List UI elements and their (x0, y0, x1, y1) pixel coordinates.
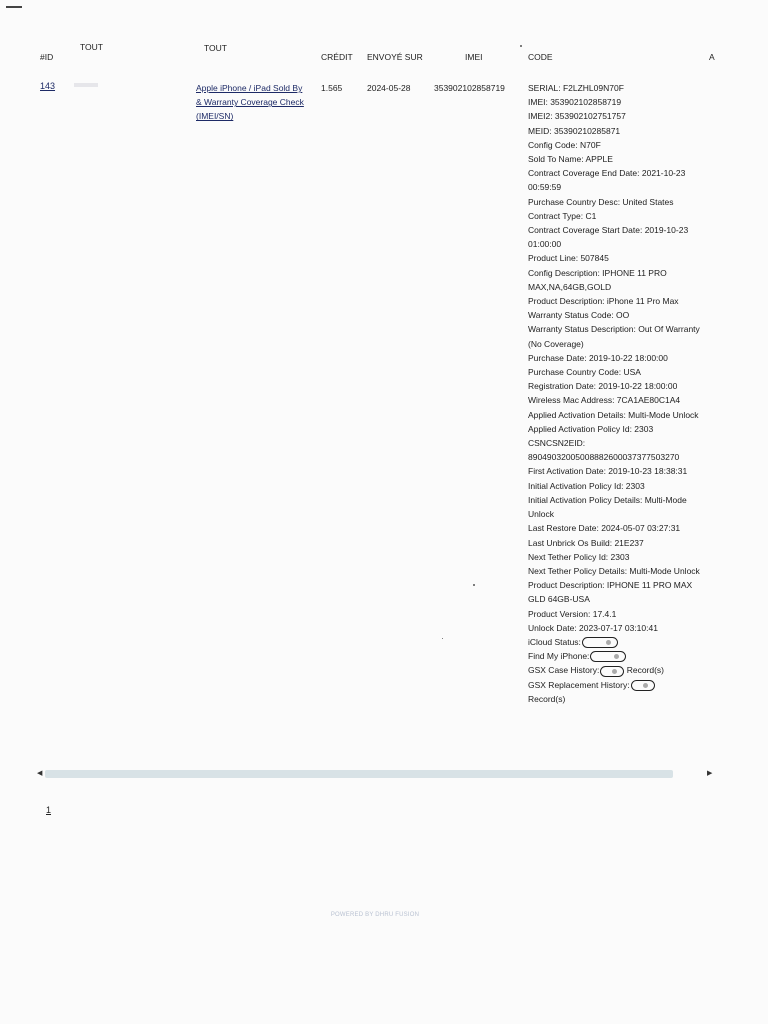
stray-dot (442, 638, 443, 639)
scan-mark (6, 6, 22, 8)
code-line: CSNCSN2EID: (528, 438, 586, 449)
gsx-replacement-history-label: GSX Replacement History: (528, 679, 630, 690)
code-line: Initial Activation Policy Details: Multi-Mode Unlock (528, 494, 687, 520)
gsx-replacement-history-toggle[interactable] (631, 680, 655, 691)
header-credit[interactable]: CRÉDIT (321, 52, 353, 62)
pagination (46, 805, 51, 815)
code-line: Sold To Name: APPLE (528, 154, 613, 165)
code-result (528, 81, 703, 706)
imei-value: 353902102858719 (434, 83, 505, 93)
code-line: Product Description: iPhone 11 Pro Max (528, 296, 679, 307)
header-id[interactable]: #ID (40, 52, 54, 62)
scroll-right-icon[interactable]: ▶ (707, 770, 713, 777)
code-line: Purchase Date: 2019-10-22 18:00:00 (528, 352, 668, 363)
code-line: MEID: 35390210285871 (528, 125, 621, 136)
stray-dot (473, 584, 475, 586)
code-line: 89049032005008882600037377503270 (528, 452, 680, 463)
code-line: Contract Coverage Start Date: 2019-10-23 01:00:00 (528, 225, 689, 250)
header-code[interactable]: CODE (528, 52, 553, 62)
code-line: Next Tether Policy Details: Multi-Mode Unlock (528, 565, 700, 576)
find-my-iphone-toggle[interactable] (590, 651, 626, 662)
code-line: Warranty Status Description: Out Of Warranty (No Coverage) (528, 324, 700, 349)
code-line: Initial Activation Policy Id: 2303 (528, 480, 645, 491)
code-line: Config Code: N70F (528, 139, 601, 150)
header-tout-filter-2[interactable]: TOUT (204, 43, 227, 53)
code-line: Applied Activation Details: Multi-Mode Unlock (528, 409, 699, 420)
gsx-case-history-label: GSX Case History: (528, 665, 600, 676)
sent-on-date: 2024-05-28 (367, 83, 411, 93)
header-trailing-column[interactable]: A (709, 52, 715, 62)
header-sent-on[interactable]: ENVOYÉ SUR (367, 52, 423, 62)
code-line: Purchase Country Code: USA (528, 367, 641, 378)
code-line: Unlock Date: 2023-07-17 03:10:41 (528, 622, 658, 633)
gsx-replacement-history-row (528, 678, 703, 692)
sort-indicator (520, 45, 522, 47)
code-line: IMEI2: 353902102751757 (528, 111, 626, 122)
code-line: Product Line: 507845 (528, 253, 609, 264)
gsx-case-history-row (528, 663, 703, 677)
icloud-status-row (528, 635, 703, 649)
credit-value: 1.565 (321, 83, 343, 93)
icloud-status-label: iCloud Status: (528, 636, 581, 647)
code-line: Wireless Mac Address: 7CA1AE80C1A4 (528, 395, 681, 406)
code-line: Contract Type: C1 (528, 210, 597, 221)
code-lines (528, 81, 703, 635)
code-line: Product Description: IPHONE 11 PRO MAX GLD 64GB-USA (528, 580, 693, 605)
code-line: SERIAL: F2LZHL09N70F (528, 83, 624, 93)
service-name[interactable]: Apple iPhone / iPad Sold By & Warranty Coverage Check (IMEI/SN) (196, 83, 304, 122)
order-id-link (40, 81, 55, 91)
code-line: Warranty Status Code: OO (528, 310, 630, 321)
code-line: First Activation Date: 2019-10-23 18:38:31 (528, 466, 688, 477)
code-line: Registration Date: 2019-10-22 18:00:00 (528, 381, 678, 392)
code-line: Config Description: IPHONE 11 PRO MAX,NA,64GB,GOLD (528, 267, 667, 292)
code-line: Contract Coverage End Date: 2021-10-23 00:59:59 (528, 168, 686, 193)
gsx-case-history-toggle[interactable] (600, 666, 624, 677)
find-my-iphone-row (528, 649, 703, 663)
footer-powered-by: POWERED BY DHRU FUSION (330, 912, 420, 918)
code-line: Applied Activation Policy Id: 2303 (528, 423, 654, 434)
horizontal-scrollbar[interactable] (45, 770, 673, 778)
page-link-1[interactable]: 1 (46, 805, 52, 815)
gsx-replacement-history-suffix: Record(s) (528, 693, 566, 704)
find-my-iphone-label: Find My iPhone: (528, 651, 590, 662)
header-imei[interactable]: IMEI (465, 52, 483, 62)
gsx-case-history-suffix: Record(s) (626, 665, 665, 676)
code-line: Next Tether Policy Id: 2303 (528, 551, 630, 562)
code-line: Product Version: 17.4.1 (528, 608, 617, 619)
icloud-status-toggle[interactable] (582, 637, 618, 648)
faded-user-cell (74, 83, 98, 87)
code-line: Last Restore Date: 2024-05-07 03:27:31 (528, 523, 681, 534)
code-line: Last Unbrick Os Build: 21E237 (528, 537, 644, 548)
service-name-link (196, 81, 306, 124)
order-id[interactable]: 143 (40, 81, 56, 91)
code-line: IMEI: 353902102858719 (528, 97, 622, 108)
scroll-left-icon[interactable]: ◀ (37, 770, 43, 777)
header-tout-filter-1[interactable]: TOUT (80, 42, 103, 52)
code-line: Purchase Country Desc: United States (528, 196, 674, 207)
